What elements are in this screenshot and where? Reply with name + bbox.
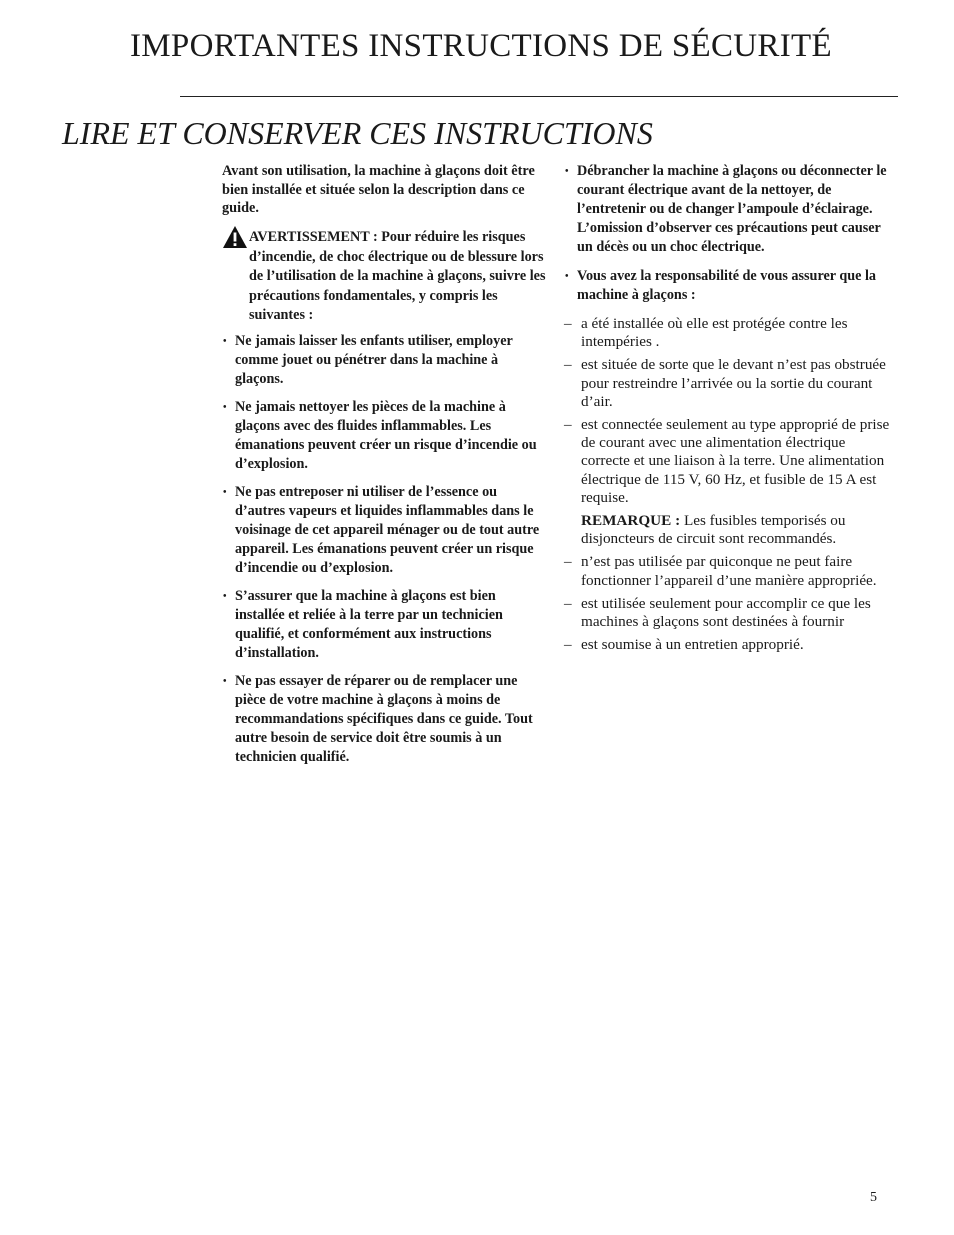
- warning-label: AVERTISSEMENT :: [249, 229, 378, 246]
- bullet-icon: •: [223, 335, 227, 347]
- dash-item: [564, 416, 890, 507]
- note-text: Les fusibles temporisés ou disjoncteurs de circuit sont recommandés.: [581, 512, 846, 548]
- list-item-text: Ne pas essayer de réparer ou de remplacer une pièce de votre machine à glaçons à moins de recommandations spécifiques dans ce guide. Tout autre besoin de service doit être soumis à un technicien qualifié.: [235, 672, 533, 765]
- bullet-icon: •: [223, 486, 227, 498]
- list-item: [222, 398, 547, 474]
- dash-item-text: est située de sorte que le devant n’est pas obstruée pour restreindre l’arrivée ou la sortie du courant d’air.: [581, 356, 886, 410]
- intro-paragraph: Avant son utilisation, la machine à glaçons doit être bien installée et située selon la description dans ce guide.: [222, 163, 535, 217]
- dash-item-text: n’est pas utilisée par quiconque ne peut faire fonctionner l’appareil d’une manière appropriée.: [581, 553, 877, 589]
- list-item: [222, 483, 547, 578]
- list-item: [564, 267, 890, 305]
- dash-icon: –: [564, 636, 572, 654]
- dash-icon: –: [564, 416, 572, 434]
- bullet-icon: •: [565, 166, 569, 177]
- note-block: [564, 512, 890, 548]
- list-item-text: S’assurer que la machine à glaçons est bien installée et reliée à la terre par un technicien qualifié, et conformément aux instructions d’installation.: [235, 587, 503, 661]
- list-item-text: Vous avez la responsabilité de vous assurer que la machine à glaçons :: [577, 268, 877, 303]
- warning-triangle-icon: [222, 225, 248, 249]
- left-column: [222, 162, 547, 776]
- list-item-text: Ne pas entreposer ni utiliser de l’essence ou d’autres vapeurs et liquides inflammables dans le voisinage de cet appareil ménager ou de tout autre appareil. Les émanations peuvent créer un risque d’incendie ou d’explosion.: [235, 483, 540, 576]
- list-item: [222, 332, 547, 389]
- page-title: IMPORTANTES INSTRUCTIONS DE SÉCURITÉ: [130, 28, 832, 64]
- page-number: 5: [870, 1190, 877, 1205]
- list-item-text: Ne jamais nettoyer les pièces de la machine à glaçons avec des fluides inflammables. Les émanations peuvent créer un risque d’incendie ou d’explosion.: [235, 398, 537, 472]
- dash-icon: –: [564, 594, 572, 612]
- bullet-icon: •: [223, 675, 227, 687]
- page-subtitle: LIRE ET CONSERVER CES INSTRUCTIONS: [62, 115, 653, 151]
- dash-item: [564, 553, 890, 589]
- dash-item: [564, 356, 890, 411]
- dash-item: [564, 636, 890, 654]
- dash-item-text: est connectée seulement au type approprié de prise de courant avec une alimentation électrique correcte et une liaison à la terre. Une alimentation électrique de 115 V, 60 Hz, et fusible de 15 A est requise.: [581, 416, 890, 506]
- dash-item-text: est utilisée seulement pour accomplir ce que les machines à glaçons sont destinées à fournir: [581, 594, 871, 631]
- bullet-icon: •: [223, 590, 227, 602]
- dash-icon: –: [564, 553, 572, 571]
- dash-item: [564, 595, 890, 631]
- dash-icon: –: [564, 315, 572, 332]
- bullet-icon: •: [565, 271, 569, 282]
- dash-item-text: est soumise à un entretien approprié.: [581, 636, 804, 654]
- list-item: [222, 587, 547, 663]
- list-item-text: Ne jamais laisser les enfants utiliser, employer comme jouet ou pénétrer dans la machine à glaçons.: [235, 332, 513, 387]
- dash-item: [564, 315, 890, 351]
- right-column: [564, 162, 890, 659]
- list-item-text: Débrancher la machine à glaçons ou déconnecter le courant électrique avant de la nettoyer, de l’entretenir ou de changer l’ampoule d’éclairage. L’omission d’observer ces précautions peut causer un décès ou un choc électrique.: [577, 163, 887, 255]
- list-item: [222, 672, 547, 767]
- warning-block: [222, 228, 547, 326]
- dash-icon: –: [564, 356, 572, 374]
- list-item: [564, 162, 890, 257]
- bullet-icon: •: [223, 401, 227, 413]
- title-divider: [180, 96, 898, 97]
- dash-item-text: a été installée où elle est protégée contre les intempéries .: [581, 315, 848, 351]
- warning-text: Pour réduire les risques d’incendie, de choc électrique ou de blessure lors de l’utilisation de la machine à glaçons, suivre les précautions fondamentales, y compris les suivantes :: [249, 229, 546, 324]
- note-label: REMARQUE :: [581, 512, 681, 530]
